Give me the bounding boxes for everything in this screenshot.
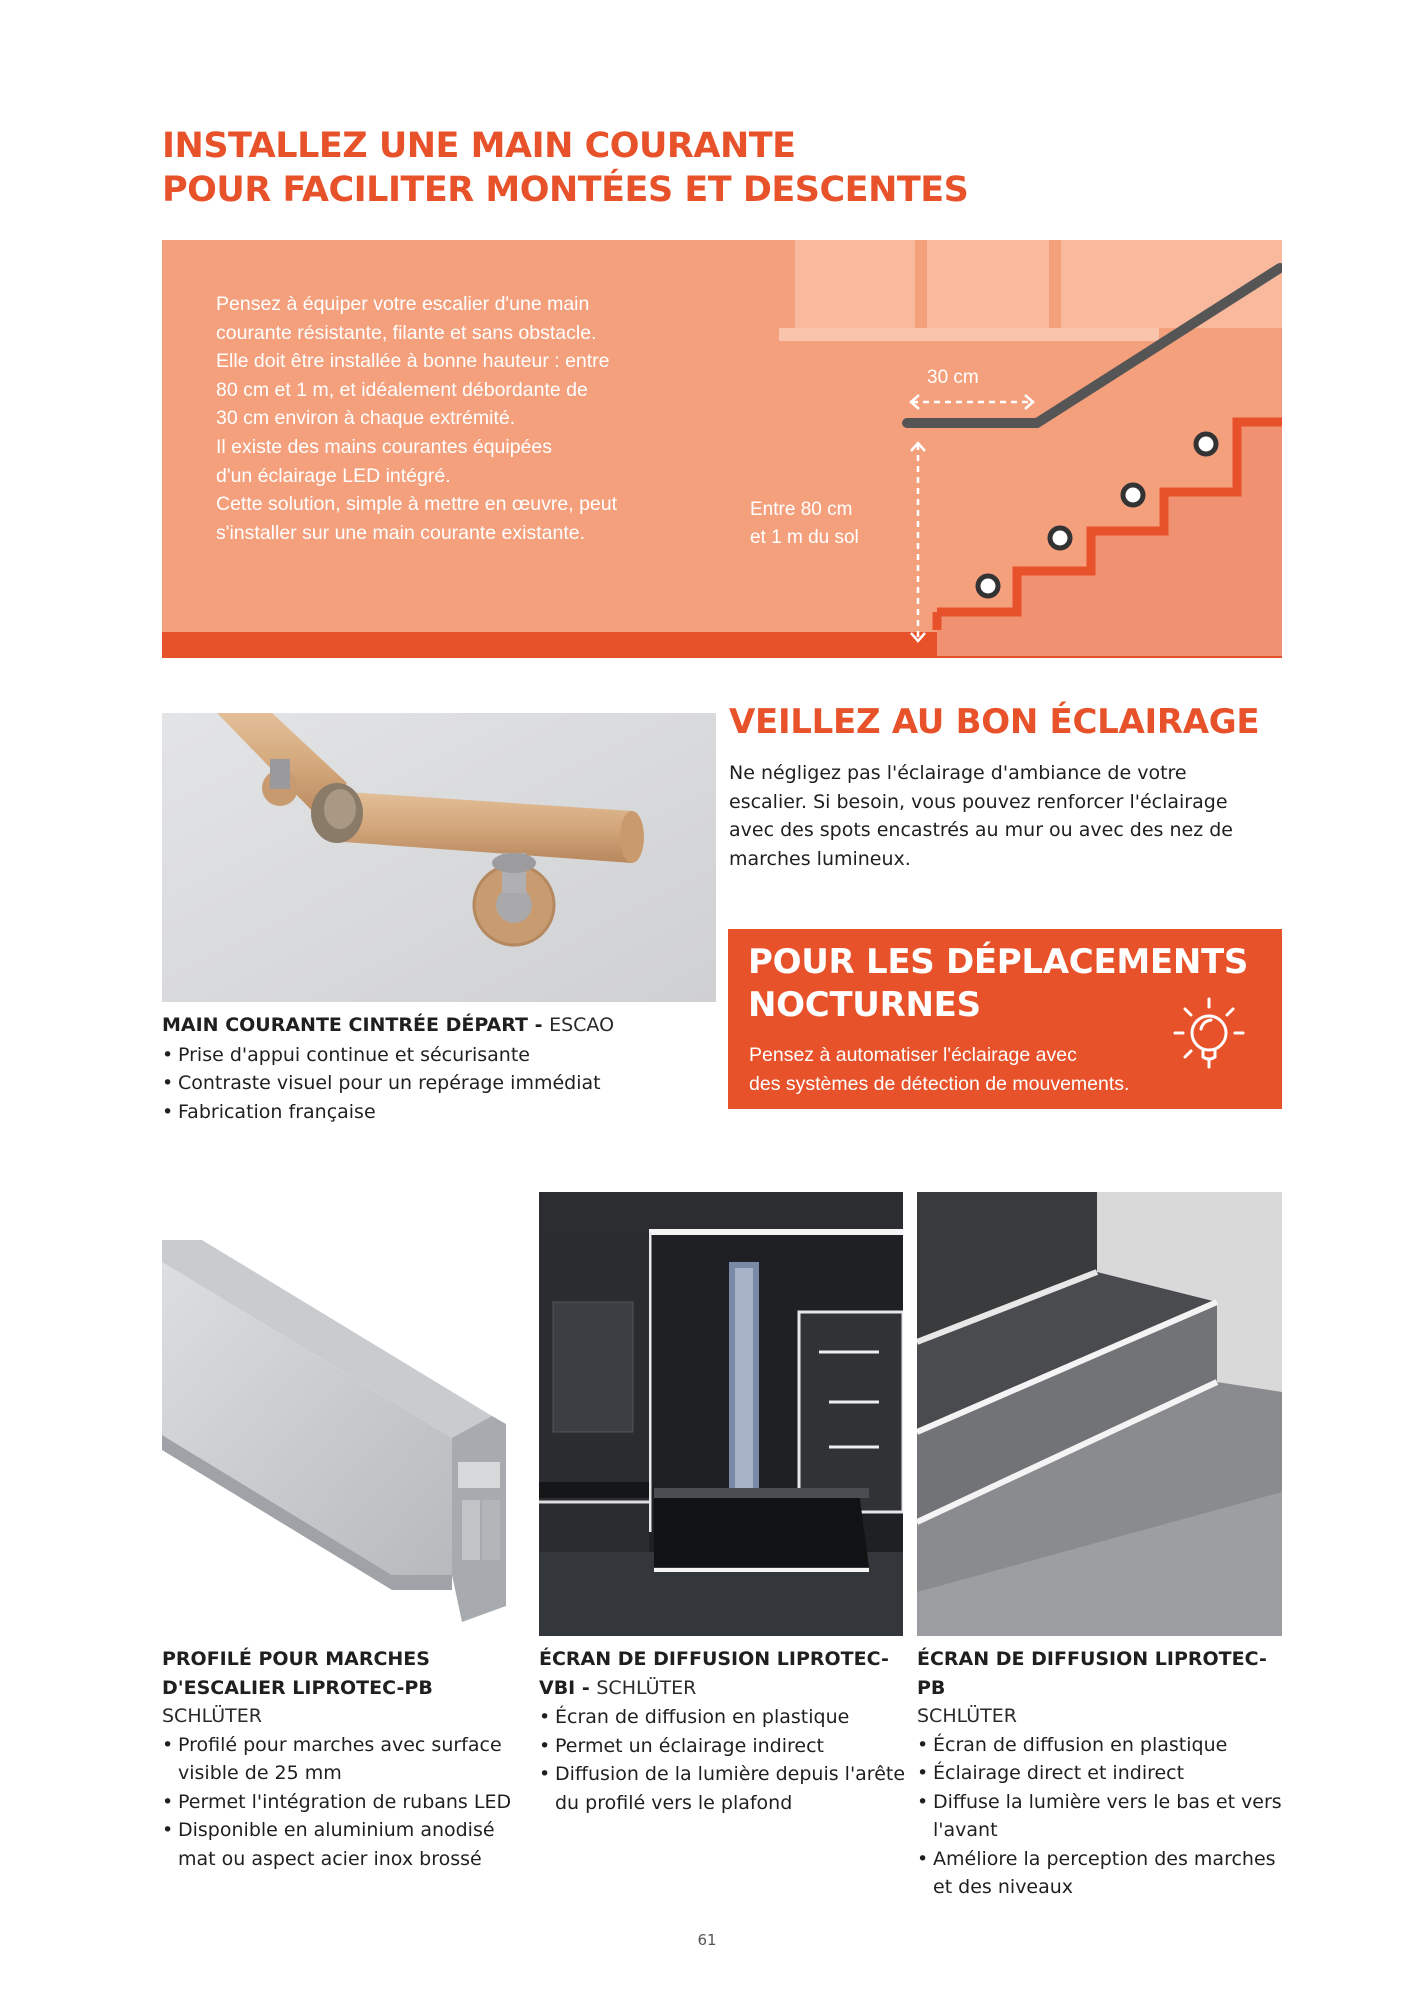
led-spot — [1196, 434, 1216, 454]
product-brand: SCHLÜTER — [596, 1676, 697, 1699]
bullet-item: • Contraste visuel pour un repérage immédiat — [162, 1069, 722, 1098]
night-title-line: NOCTURNES — [748, 985, 981, 1025]
title-line-1: INSTALLEZ UNE MAIN COURANTE — [162, 126, 796, 166]
section-title-lighting: VEILLEZ AU BON ÉCLAIRAGE — [729, 702, 1260, 742]
liprotec-pb-profile-photo — [162, 1240, 506, 1622]
page-number: 61 — [697, 1931, 717, 1949]
product-title-line: ÉCRAN DE DIFFUSION LIPROTEC- — [539, 1648, 889, 1670]
overhang-label: 30 cm — [927, 367, 979, 388]
bullet-item: • Écran de diffusion en plastique — [917, 1731, 1287, 1760]
lighting-line: escalier. Si besoin, vous pouvez renforcer l'éclairage — [729, 790, 1228, 813]
banner-paragraph — [216, 290, 686, 547]
window-sill — [779, 328, 1159, 341]
night-box-text — [749, 1041, 1129, 1098]
handrail-product-caption — [162, 1011, 722, 1126]
product-brand: SCHLÜTER — [917, 1705, 1017, 1727]
lighting-line: avec des spots encastrés au mur ou avec des nez de — [729, 819, 1233, 842]
product-bullets — [162, 1731, 532, 1874]
product-caption-vbi — [539, 1645, 909, 1817]
bullet-item: • Écran de diffusion en plastique — [539, 1703, 909, 1732]
bullet-item: • Permet l'intégration de rubans LED — [162, 1788, 532, 1817]
banner-line: Pensez à équiper votre escalier d'une main — [216, 293, 590, 315]
banner-line: courante résistante, filante et sans obstacle. — [216, 321, 597, 344]
window-panel — [795, 240, 915, 328]
section-title-handrail — [162, 124, 1162, 212]
banner-line: Cette solution, simple à mettre en œuvre, peut — [216, 493, 618, 516]
bullet-item: • Diffusion de la lumière depuis l'arête du profilé vers le plafond — [539, 1760, 909, 1817]
product-bullets — [917, 1731, 1287, 1902]
night-text-line: des systèmes de détection de mouvements. — [749, 1072, 1130, 1095]
led-spot — [1123, 485, 1143, 505]
night-title-line: POUR LES DÉPLACEMENTS — [748, 942, 1249, 982]
wooden-handrail-photo — [162, 713, 716, 1002]
banner-line: 30 cm environ à chaque extrémité. — [216, 407, 516, 430]
led-spot — [978, 576, 998, 596]
night-movement-box — [728, 929, 1282, 1109]
liprotec-pb-stairs-photo — [917, 1192, 1282, 1636]
bullet-item: • Permet un éclairage indirect — [539, 1732, 909, 1761]
lighting-line: marches lumineux. — [729, 847, 911, 870]
handrail-product-title: MAIN COURANTE CINTRÉE DÉPART - — [162, 1014, 550, 1036]
bullet-item: • Éclairage direct et indirect — [917, 1759, 1287, 1788]
bullet-item: • Fabrication française — [162, 1098, 722, 1127]
bullet-item: • Disponible en aluminium anodisé mat ou aspect acier inox brossé — [162, 1816, 532, 1873]
light-bulb-icon — [1171, 995, 1251, 1075]
handrail-bullets — [162, 1041, 722, 1127]
banner-line: s'installer sur une main courante existante. — [216, 521, 585, 544]
product-caption-profile — [162, 1645, 532, 1873]
banner-line: Il existe des mains courantes équipées — [216, 435, 553, 458]
height-label-line: Entre 80 cm — [750, 499, 853, 520]
window-panel — [927, 240, 1049, 328]
product-title-line: D'ESCALIER LIPROTEC-PB — [162, 1676, 433, 1699]
liprotec-vbi-bathroom-photo — [539, 1192, 903, 1636]
product-title-line: ÉCRAN DE DIFFUSION LIPROTEC-PB — [917, 1648, 1267, 1699]
stairs-drawing — [917, 1192, 1282, 1636]
banner-line: 80 cm et 1 m, et idéalement débordante de — [216, 378, 588, 401]
bathroom-drawing — [539, 1192, 903, 1636]
banner-line: Elle doit être installée à bonne hauteur : entre — [216, 350, 610, 373]
product-title-line: VBI - — [539, 1676, 597, 1699]
height-label-line: et 1 m du sol — [750, 527, 859, 548]
height-label — [750, 496, 859, 552]
stair-body — [937, 422, 1282, 656]
bullet-item: • Profilé pour marches avec surface visible de 25 mm — [162, 1731, 532, 1788]
night-text-line: Pensez à automatiser l'éclairage avec — [749, 1044, 1077, 1066]
title-line-2: POUR FACILITER MONTÉES ET DESCENTES — [162, 170, 969, 210]
product-brand: SCHLÜTER — [162, 1705, 262, 1727]
profile-drawing — [162, 1240, 506, 1622]
lighting-paragraph — [729, 759, 1269, 873]
bullet-item: • Améliore la perception des marches et des niveaux — [917, 1845, 1287, 1902]
banner-line: d'un éclairage LED intégré. — [216, 464, 451, 487]
product-bullets — [539, 1703, 909, 1817]
product-caption-pb-screen — [917, 1645, 1287, 1902]
handrail-photo-drawing — [162, 713, 716, 1002]
handrail-product-brand: ESCAO — [549, 1014, 615, 1036]
bullet-item: • Prise d'appui continue et sécurisante — [162, 1041, 722, 1070]
lighting-line: Ne négligez pas l'éclairage d'ambiance de votre — [729, 762, 1187, 784]
bullet-item: • Diffuse la lumière vers le bas et vers l'avant — [917, 1788, 1287, 1845]
handrail-info-banner — [162, 240, 1282, 658]
product-title-line: PROFILÉ POUR MARCHES — [162, 1648, 430, 1670]
led-spot — [1050, 528, 1070, 548]
